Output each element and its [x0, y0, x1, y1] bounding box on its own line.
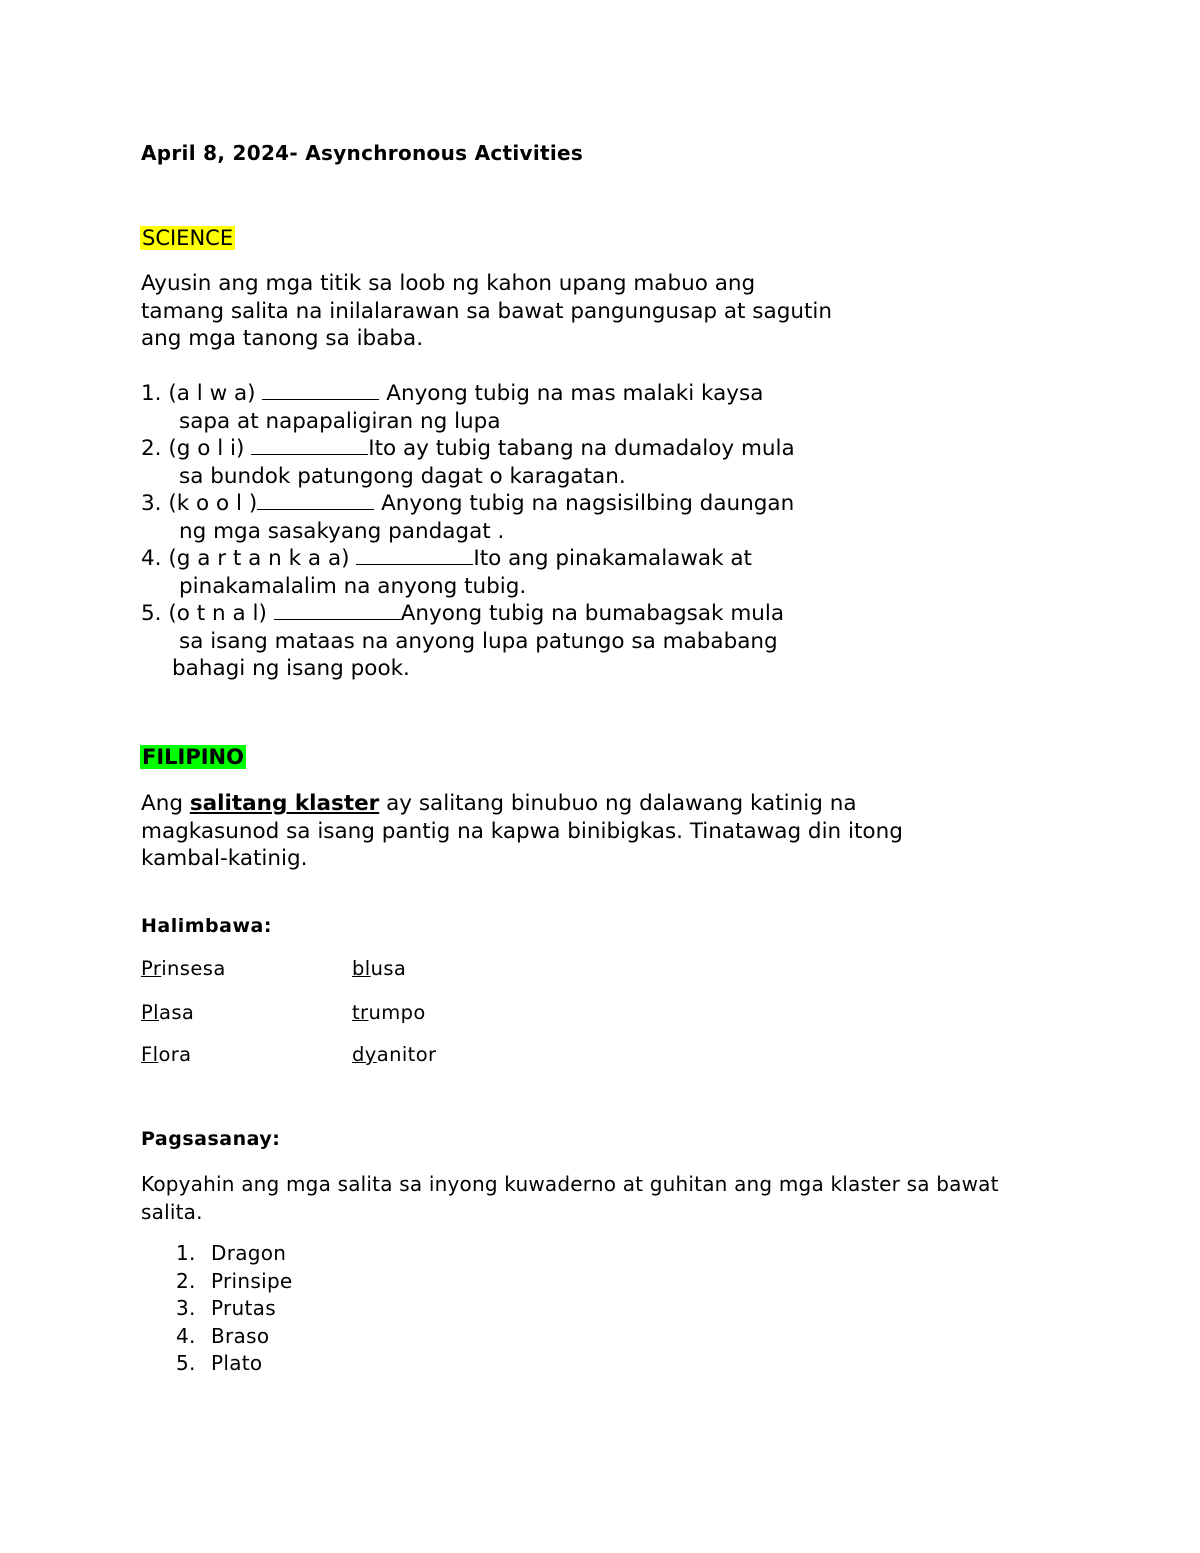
filipino-heading: [140, 745, 246, 769]
definition-rest: ay salitang binubuo ng dalawang katinig na: [379, 791, 857, 816]
practice-instruction-line: salita.: [141, 1199, 203, 1224]
definition-line: [141, 790, 903, 818]
word-rest: usa: [370, 957, 407, 980]
science-question-list: [141, 380, 795, 683]
practice-instructions: [141, 1171, 999, 1226]
question-item: [141, 490, 795, 518]
definition-term: salitang klaster: [189, 791, 380, 816]
science-heading-label: SCIENCE: [142, 226, 234, 250]
question-item: [141, 435, 795, 463]
answer-blank[interactable]: [262, 381, 379, 400]
science-instruction-line: ang mga tanong sa ibaba.: [141, 326, 424, 351]
practice-item: [176, 1323, 293, 1351]
definition-line: kambal-katinig.: [141, 846, 308, 871]
question-continuation: sapa at napapaligiran ng lupa: [179, 408, 501, 434]
filipino-definition: [141, 790, 903, 873]
practice-item: [176, 1240, 293, 1268]
definition-prefix: Ang: [141, 791, 190, 816]
document-title: April 8, 2024- Asynchronous Activities: [141, 141, 584, 165]
example-word: [352, 1001, 426, 1024]
question-continuation: ng mga sasakyang pandagat .: [179, 518, 505, 544]
practice-instruction-line: Kopyahin ang mga salita sa inyong kuwaderno at guhitan ang mga klaster sa bawat: [141, 1172, 999, 1196]
question-number: 2.: [141, 436, 162, 461]
practice-number: 5.: [176, 1351, 196, 1375]
cluster-letters: tr: [352, 1001, 369, 1024]
question-item: [141, 380, 795, 408]
definition-line: magkasunod sa isang pantig na kapwa binibigkas. Tinatawag din itong: [141, 818, 903, 844]
cluster-letters: Pl: [141, 1001, 159, 1024]
question-number: 1.: [141, 381, 162, 406]
scrambled-letters: (o t n a l): [168, 601, 267, 626]
science-instruction-line: Ayusin ang mga titik sa loob ng kahon upang mabuo ang: [141, 271, 756, 296]
word-rest: asa: [158, 1001, 195, 1024]
practice-number: 3.: [176, 1296, 196, 1320]
answer-blank[interactable]: [257, 491, 374, 510]
practice-number: 2.: [176, 1268, 196, 1293]
example-word: [141, 1001, 194, 1024]
practice-item: [176, 1295, 293, 1323]
question-item: [141, 600, 795, 628]
filipino-heading-label: FILIPINO: [142, 745, 244, 769]
scrambled-letters: (a l w a): [168, 381, 256, 406]
question-text: Anyong tubig na mas malaki kaysa: [386, 381, 764, 406]
cluster-letters: Fl: [141, 1043, 159, 1066]
question-item: [141, 545, 795, 573]
practice-word: Plato: [211, 1351, 263, 1375]
science-instruction-line: tamang salita na inilalarawan sa bawat pangungusap at sagutin: [141, 298, 832, 324]
question-continuation: bahagi ng isang pook.: [172, 656, 410, 681]
question-continuation: sa isang mataas na anyong lupa patungo sa mababang: [179, 628, 778, 654]
scrambled-letters: (k o o l ): [168, 491, 258, 516]
practice-item: [176, 1268, 293, 1296]
practice-number: 1.: [176, 1241, 196, 1265]
example-word: [141, 1043, 192, 1066]
question-number: 4.: [141, 546, 162, 571]
example-word: [141, 957, 226, 980]
word-rest: insesa: [161, 957, 226, 980]
cluster-letters: dy: [352, 1043, 377, 1066]
question-continuation: sa bundok patungong dagat o karagatan.: [179, 463, 626, 489]
practice-word: Prinsipe: [211, 1268, 293, 1293]
practice-word: Dragon: [211, 1241, 287, 1265]
scrambled-letters: (g o l i): [168, 436, 245, 461]
cluster-letters: Pr: [141, 957, 162, 980]
example-word: [352, 1043, 436, 1066]
practice-word: Prutas: [211, 1296, 276, 1320]
question-number: 5.: [141, 601, 162, 626]
question-text: Anyong tubig na bumabagsak mula: [400, 601, 785, 626]
scrambled-letters: (g a r t a n k a a): [168, 546, 350, 571]
word-rest: ora: [158, 1043, 192, 1066]
answer-blank[interactable]: [274, 601, 401, 620]
practice-list: [176, 1240, 293, 1378]
practice-label: Pagsasanay:: [141, 1128, 281, 1150]
practice-item: [176, 1350, 293, 1378]
answer-blank[interactable]: [356, 546, 473, 565]
practice-word: Braso: [211, 1323, 270, 1348]
question-text: Ito ay tubig tabang na dumadaloy mula: [368, 436, 795, 461]
practice-number: 4.: [176, 1323, 196, 1348]
science-heading: [140, 226, 235, 250]
word-rest: anitor: [376, 1043, 437, 1066]
question-continuation: pinakamalalim na anyong tubig.: [179, 573, 527, 599]
question-number: 3.: [141, 491, 162, 516]
question-text: Anyong tubig na nagsisilbing daungan: [381, 491, 795, 516]
question-text: Ito ang pinakamalawak at: [473, 546, 752, 571]
science-instructions: [141, 270, 832, 353]
examples-label: Halimbawa:: [141, 915, 272, 937]
answer-blank[interactable]: [251, 436, 368, 455]
cluster-letters: bl: [352, 957, 371, 980]
example-word: [352, 957, 406, 980]
word-rest: umpo: [368, 1001, 426, 1024]
